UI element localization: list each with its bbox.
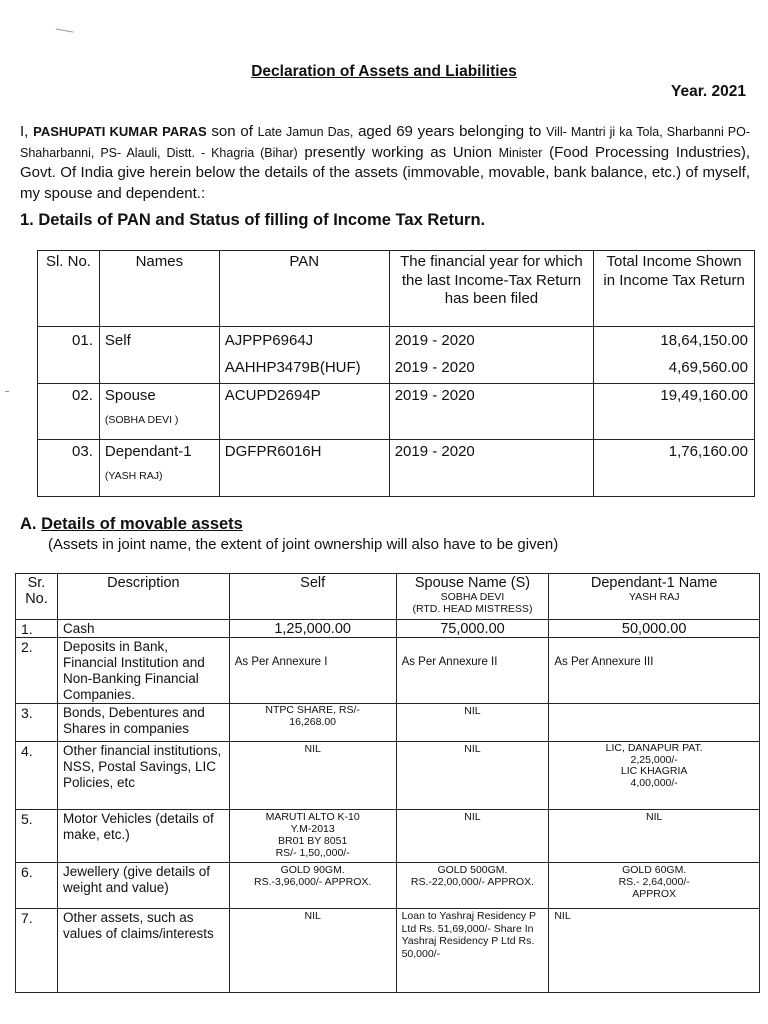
address: Vill- Mantri ji ka Tola, Sharbanni PO- Shaharbanni, PS- Alauli, Distt. - Khagria (Bihar) xyxy=(20,125,751,160)
spouse-value xyxy=(396,863,549,909)
section-heading-pan: 1. Details of PAN and Status of filling of Income Tax Return. xyxy=(20,211,486,229)
dependant-value-line: 2,25,000/- xyxy=(630,753,678,766)
spouse-value: As Per Annexure II xyxy=(396,638,549,704)
intro-text: I, xyxy=(20,123,29,140)
table-row xyxy=(38,327,755,384)
dependant-value: 50,000.00 xyxy=(549,620,760,638)
dependant-value-line: APPROX xyxy=(632,888,677,900)
self-value xyxy=(229,863,396,909)
col-header-financial-year: The financial year for which the last Income-Tax Return has been filed xyxy=(389,251,594,327)
income-amount: 18,64,150.00 xyxy=(660,332,748,349)
asset-description: Cash xyxy=(57,620,229,638)
self-value-line: BR01 BY 8051 xyxy=(278,835,348,847)
pan-value: ACUPD2694P xyxy=(224,387,321,404)
self-value: NIL xyxy=(229,742,396,810)
spouse-value: Loan to Yashraj Residency P Ltd Rs. 51,69,000/- Share In Yashraj Residency P Ltd Rs. 50,000/- xyxy=(396,909,549,993)
pan-value: DGFPR6016H xyxy=(224,443,322,460)
col-header-total-income: Total Income Shown in Income Tax Return xyxy=(594,251,755,327)
sl-no: 01. xyxy=(72,332,93,349)
self-value: NTPC SHARE, RS/- 16,268.00 xyxy=(229,704,396,742)
table-header-row xyxy=(16,574,760,620)
asset-description: Jewellery (give details of weight and value) xyxy=(57,863,229,909)
self-value xyxy=(229,810,396,863)
self-value: As Per Annexure I xyxy=(229,638,396,704)
self-value-line: GOLD 90GM. xyxy=(280,864,345,876)
self-value: 1,25,000.00 xyxy=(229,620,396,638)
income-amount: 4,69,560.00 xyxy=(668,359,748,376)
col-header-sr: Sr. No. xyxy=(16,574,58,620)
spouse-header-label: Spouse Name (S) xyxy=(414,575,531,591)
asset-description: Other financial institutions, NSS, Postal Savings, LIC Policies, etc xyxy=(57,742,229,810)
section-prefix: A. xyxy=(20,515,37,533)
section-heading-movable-assets xyxy=(20,515,243,534)
asset-description: Deposits in Bank, Financial Institution and Non-Banking Financial Companies. xyxy=(57,638,229,704)
pan-income-table xyxy=(37,250,755,497)
sr-no: 7. xyxy=(16,909,58,993)
table-row xyxy=(16,704,760,742)
person-name: Self xyxy=(104,332,131,349)
asset-description: Bonds, Debentures and Shares in companies xyxy=(57,704,229,742)
dependant-value: As Per Annexure III xyxy=(549,638,760,704)
spouse-value: NIL xyxy=(396,810,549,863)
designation: Minister xyxy=(498,145,543,160)
person-name: Spouse xyxy=(104,387,156,404)
sr-no: 4. xyxy=(16,742,58,810)
page-title: Declaration of Assets and Liabilities xyxy=(251,63,517,80)
col-header-self: Self xyxy=(229,574,396,620)
table-row xyxy=(16,620,760,638)
income-amount: 19,49,160.00 xyxy=(660,387,748,404)
col-header-description: Description xyxy=(57,574,229,620)
financial-year: 2019 - 2020 xyxy=(394,387,475,404)
self-value-line: RS/- 1,50,,000/- xyxy=(275,847,350,859)
financial-year: 2019 - 2020 xyxy=(394,332,475,349)
dependant-header-label: Dependant-1 Name xyxy=(590,575,718,591)
sr-no: 1. xyxy=(16,620,58,638)
self-value: NIL xyxy=(229,909,396,993)
scan-mark xyxy=(54,28,73,39)
dependant-value-line: RS.- 2,64,000/- xyxy=(618,876,690,888)
self-value-line: Y.M-2013 xyxy=(290,823,335,835)
pan-value: AJPPP6964J xyxy=(224,332,314,349)
declarant-name: PASHUPATI KUMAR PARAS xyxy=(33,124,207,139)
intro-text: aged 69 years belonging to xyxy=(358,123,542,140)
dependant-value-line: 4,00,000/- xyxy=(630,776,678,789)
sr-no: 6. xyxy=(16,863,58,909)
declaration-year: Year. 2021 xyxy=(671,83,746,100)
table-row xyxy=(16,638,760,704)
person-fullname: (SOBHA DEVI ) xyxy=(104,414,179,426)
dependant-value xyxy=(549,704,760,742)
section-title: Details of movable assets xyxy=(41,515,243,533)
self-value-line: MARUTI ALTO K-10 xyxy=(265,811,360,823)
spouse-value: 75,000.00 xyxy=(396,620,549,638)
table-row xyxy=(16,742,760,810)
table-row xyxy=(16,810,760,863)
spouse-value-line: RS.-22,00,000/- APPROX. xyxy=(410,876,535,888)
income-amount: 1,76,160.00 xyxy=(668,443,748,460)
spouse-role: (RTD. HEAD MISTRESS) xyxy=(412,603,533,615)
table-row xyxy=(16,909,760,993)
dependant-value: NIL xyxy=(549,810,760,863)
dependant-name: YASH RAJ xyxy=(628,591,680,603)
table-row xyxy=(38,384,755,440)
scan-mark xyxy=(5,391,9,392)
dependant-value xyxy=(549,742,760,810)
table-row xyxy=(16,863,760,909)
intro-text: presently working as Union xyxy=(304,143,492,161)
intro-text: (Food Processing Industries), Govt. Of India give herein below the details of the assets (immovable, movable, bank balance, etc.) of myself, my spouse and dependent.: xyxy=(20,143,751,202)
dependant-value-line: LIC KHAGRIA xyxy=(620,765,688,777)
asset-description: Other assets, such as values of claims/interests xyxy=(57,909,229,993)
table-header-row xyxy=(38,251,755,327)
dependant-value: NIL xyxy=(549,909,760,993)
person-name: Dependant-1 xyxy=(104,443,192,460)
table-row xyxy=(38,440,755,497)
intro-paragraph xyxy=(20,122,750,204)
asset-description: Motor Vehicles (details of make, etc.) xyxy=(57,810,229,863)
financial-year: 2019 - 2020 xyxy=(394,443,475,460)
sl-no: 03. xyxy=(72,443,93,460)
dependant-value-line: LIC, DANAPUR PAT. xyxy=(605,742,703,754)
spouse-value: NIL xyxy=(396,742,549,810)
spouse-value: NIL xyxy=(396,704,549,742)
sr-no: 3. xyxy=(16,704,58,742)
section-note: (Assets in joint name, the extent of joint ownership will also have to be given) xyxy=(48,536,559,553)
col-header-sl: Sl. No. xyxy=(38,251,100,327)
spouse-value-line: GOLD 500GM. xyxy=(437,864,508,876)
col-header-dependant xyxy=(549,574,760,620)
spouse-name: SOBHA DEVI xyxy=(440,591,505,603)
pan-value: AAHHP3479B(HUF) xyxy=(224,359,361,376)
col-header-names: Names xyxy=(99,251,219,327)
sr-no: 5. xyxy=(16,810,58,863)
father-name: Late Jamun Das, xyxy=(257,125,354,139)
financial-year: 2019 - 2020 xyxy=(394,359,475,376)
col-header-spouse xyxy=(396,574,549,620)
self-value-line: RS.-3,96,000/- APPROX. xyxy=(254,876,372,888)
dependant-value xyxy=(549,863,760,909)
sr-no: 2. xyxy=(16,638,58,704)
col-header-pan: PAN xyxy=(219,251,389,327)
person-fullname: (YASH RAJ) xyxy=(104,470,163,482)
sl-no: 02. xyxy=(72,387,93,404)
intro-text: son of xyxy=(211,123,253,140)
dependant-value-line: GOLD 60GM. xyxy=(622,864,687,876)
movable-assets-table xyxy=(15,573,760,993)
